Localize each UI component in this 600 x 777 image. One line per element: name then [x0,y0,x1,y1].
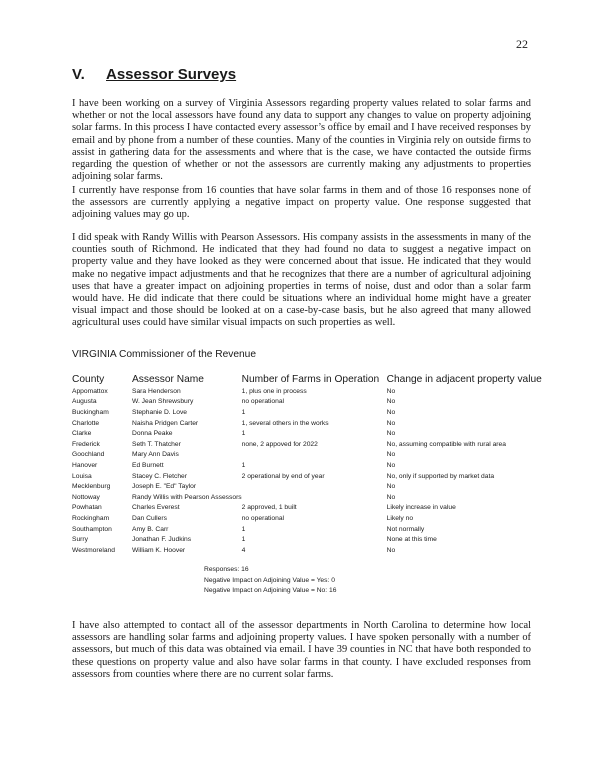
farms-cell: 1, several others in the works [241,419,329,427]
table-row [72,481,567,492]
change-cell: Not normally [386,525,425,533]
county-cell: Augusta [72,398,97,406]
farms-cell: 2 approved, 1 built [241,504,297,512]
column-header-assessor-name: Assessor Name [132,373,204,385]
assessor-cell: William K. Hoover [132,546,186,554]
table-row [72,439,567,450]
assessor-cell: Ed Burnett [132,461,164,469]
farms-cell: 1 [241,461,246,469]
assessor-cell: Naisha Pridgen Carter [132,419,199,427]
table-row [72,503,567,514]
assessor-cell: Donna Peake [132,430,173,438]
table-summary [204,565,336,597]
table-row [72,386,567,397]
assessor-cell: Stacey C. Fletcher [132,472,188,480]
assessor-cell: Randy Willis with Pearson Assessors [132,493,242,501]
farms-cell [242,492,387,503]
assessor-cell: Seth T. Thatcher [132,440,181,448]
county-cell: Goochland [72,451,105,459]
county-cell: Westmoreland [72,546,115,554]
change-cell: No, only if supported by market data [386,472,495,480]
paragraph-north-carolina: I have also attempted to contact all of the assessor departments in North Carolina to determine how local assessors are handling solar farms and adjoining property values. I have spoken personally with a number of assessors, but much of this data was obtained via email. I have 39 counties in NC that have both responded to these questions on property value and also have solar farms in that county. I have excluded responses from assessors from counties where there are no current solar farms. [72,620,531,680]
farms-cell: 1 [241,430,246,438]
change-cell: Likely no [386,514,414,522]
table-row [72,407,567,418]
change-cell: No [386,430,396,438]
assessor-survey-table [72,372,567,556]
table-header-row [72,372,567,386]
county-cell: Southampton [72,525,112,533]
paragraph-response-summary: I currently have response from 16 counties that have solar farms in them and of those 16 responses none of the assessors are currently applying a negative impact on property value. One response suggested that adjoining values may go up. [72,185,531,221]
change-cell: No [386,451,396,459]
column-header-change: Change in adjacent property value [386,373,542,385]
paragraph-pearson-assessors: I did speak with Randy Willis with Pearson Assessors. His company assists in the assessments in many of the counties south of Richmond. He indicated that they had found no data to suggest a negative impact on property value and they have looked as they were concerned about that issue. He indicated that they would make no negative impact adjustments and that he recognizes that there are a number of agricultural adjoining uses that have a greater impact on adjoining properties in terms of noise, dust and odor than a solar farm would have. He did indicate that there could be situations where an individual home might have a greater visual impact and those should be looked at on a case-by-case basis, but he also agreed that many allowed agricultural uses could have similar visual impacts on such properties as well. [72,232,531,329]
county-cell: Louisa [72,472,92,480]
change-cell: No [386,398,396,406]
assessor-cell: Sara Henderson [132,387,181,395]
summary-impact-no: Negative Impact on Adjoining Value = No: 16 [204,587,337,595]
county-cell: Rockingham [72,514,110,522]
change-cell: No [386,493,396,501]
county-cell: Clarke [72,430,92,438]
change-cell: No [386,419,396,427]
assessor-cell: Jonathan F. Judkins [132,536,192,544]
table-row [72,524,567,535]
county-cell: Appomattox [72,387,108,395]
change-cell: No, assuming compatible with rural area [386,440,506,448]
table-row [72,534,567,545]
change-cell: None at this time [386,536,437,544]
assessor-cell: Amy B. Carr [132,525,169,533]
county-cell: Charlotte [72,419,100,427]
farms-cell: none, 2 appoved for 2022 [241,440,318,448]
column-header-county: County [72,373,105,385]
paragraph-survey-intro: I have been working on a survey of Virginia Assessors regarding property values related to solar farms and whether or not the local assessors have found any data to support any changes to value on property adjoining solar farms. In this process I have contacted every assessor’s office by email and I have received responses by email and by phone from a number of these counties. Many of the counties in Virginia rely on outside firms to assist in gathering data for the assessments and where that is the case, we have contacted the outside firms regarding the question of whether or not the assessors are currently making any adjustments to properties adjoining solar farms. [72,98,531,183]
table-row [72,545,567,556]
farms-cell: 1, plus one in process [241,387,307,395]
farms-cell [242,481,387,492]
section-title: Assessor Surveys [106,66,237,83]
county-cell: Hanover [72,461,98,469]
column-header-farms: Number of Farms in Operation [241,373,380,385]
assessor-cell: Stephanie D. Love [132,408,188,416]
section-number: V. [72,66,85,83]
assessor-cell: W. Jean Shrewsbury [132,398,194,406]
summary-impact-yes: Negative Impact on Adjoining Value = Yes: 0 [204,576,335,584]
change-cell: No [386,546,396,554]
county-cell: Frederick [72,440,100,448]
county-cell: Buckingham [72,408,109,416]
change-cell: Likely increase in value [386,504,456,512]
assessor-cell: Dan Cullers [132,514,167,522]
farms-cell: 2 operational by end of year [241,472,325,480]
table-row [72,492,567,503]
table-row [72,397,567,408]
table-row [72,428,567,439]
table-row [72,460,567,471]
table-row [72,471,567,482]
farms-cell: no operational [241,398,285,406]
page-number: 22 [516,37,528,51]
summary-responses: Responses: 16 [204,566,249,573]
change-cell: No [386,461,396,469]
farms-cell: 1 [241,408,246,416]
change-cell: No [386,408,396,416]
assessor-cell: Mary Ann Davis [132,451,179,459]
assessor-cell: Joseph E. "Ed" Taylor [132,483,197,491]
county-cell: Nottoway [72,493,100,501]
table-row [72,513,567,524]
table-caption: VIRGINIA Commissioner of the Revenue [72,349,257,360]
farms-cell: 1 [241,536,246,544]
county-cell: Powhatan [72,504,102,512]
farms-cell: 4 [241,546,246,554]
farms-cell [242,450,387,461]
table-row [72,418,567,429]
county-cell: Mecklenburg [72,483,111,491]
section-heading [72,66,236,83]
farms-cell: no operational [241,514,285,522]
change-cell: No [386,387,396,395]
farms-cell: 1 [241,525,246,533]
county-cell: Surry [72,536,88,544]
assessor-cell: Charles Everest [132,504,180,512]
table-row [72,450,567,461]
change-cell: No [386,483,396,491]
